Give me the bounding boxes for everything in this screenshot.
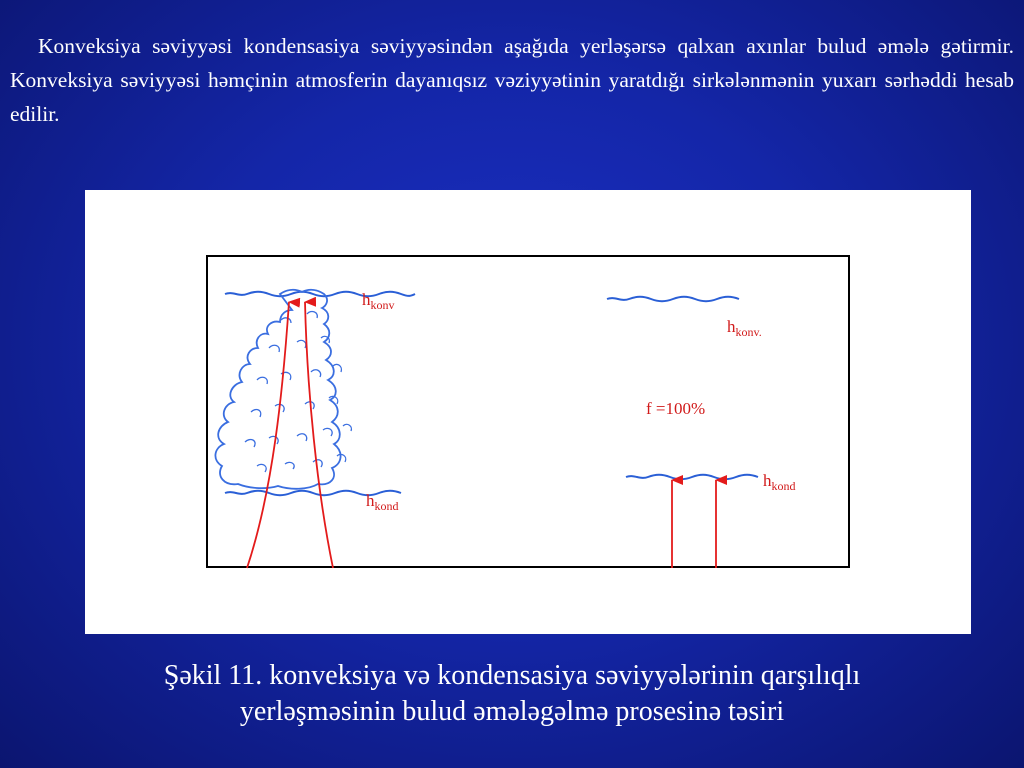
left-updraft-arrow-1 xyxy=(247,302,289,568)
right-convection-label-sub: konv. xyxy=(735,325,762,339)
right-condensation-label xyxy=(763,471,796,493)
left-condensation-label xyxy=(366,491,399,513)
right-condensation-label-sub: kond xyxy=(771,479,796,493)
left-convection-label-base: h xyxy=(362,290,371,309)
right-convection-level-line xyxy=(607,297,739,302)
humidity-label: f =100% xyxy=(646,399,706,418)
right-scenario xyxy=(607,297,796,568)
left-convection-label-sub: konv xyxy=(370,298,395,312)
convection-diagram xyxy=(85,190,971,634)
intro-paragraph: Konveksiya səviyyəsi kondensasiya səviyyəsindən aşağıda yerləşərsə qalxan axınlar bulud əmələ gətirmir. Konveksiya səviyyəsi həmçinin atmosferin dayanıqsız vəziyyətinin yaratdığı sirkələnmənin yuxarı sərhəddi hesab edilir. xyxy=(10,34,1014,126)
left-scenario xyxy=(215,290,415,568)
figure-panel xyxy=(85,190,971,634)
right-convection-label xyxy=(727,317,762,339)
diagram-frame xyxy=(207,256,849,567)
left-condensation-label-sub: kond xyxy=(374,499,399,513)
caption-line-1: Şəkil 11. konveksiya və kondensasiya səviyyələrinin qarşılıqlı xyxy=(163,660,861,691)
figure-caption xyxy=(0,658,1024,731)
right-condensation-level-line xyxy=(626,475,758,480)
right-convection-label-base: h xyxy=(727,317,736,336)
right-condensation-label-base: h xyxy=(763,471,772,490)
cumulus-cloud xyxy=(215,290,340,489)
left-condensation-label-base: h xyxy=(366,491,375,510)
caption-line-2: yerləşməsinin bulud əmələgəlmə prosesinə təsiri xyxy=(239,696,785,728)
left-condensation-level-line xyxy=(225,491,401,496)
